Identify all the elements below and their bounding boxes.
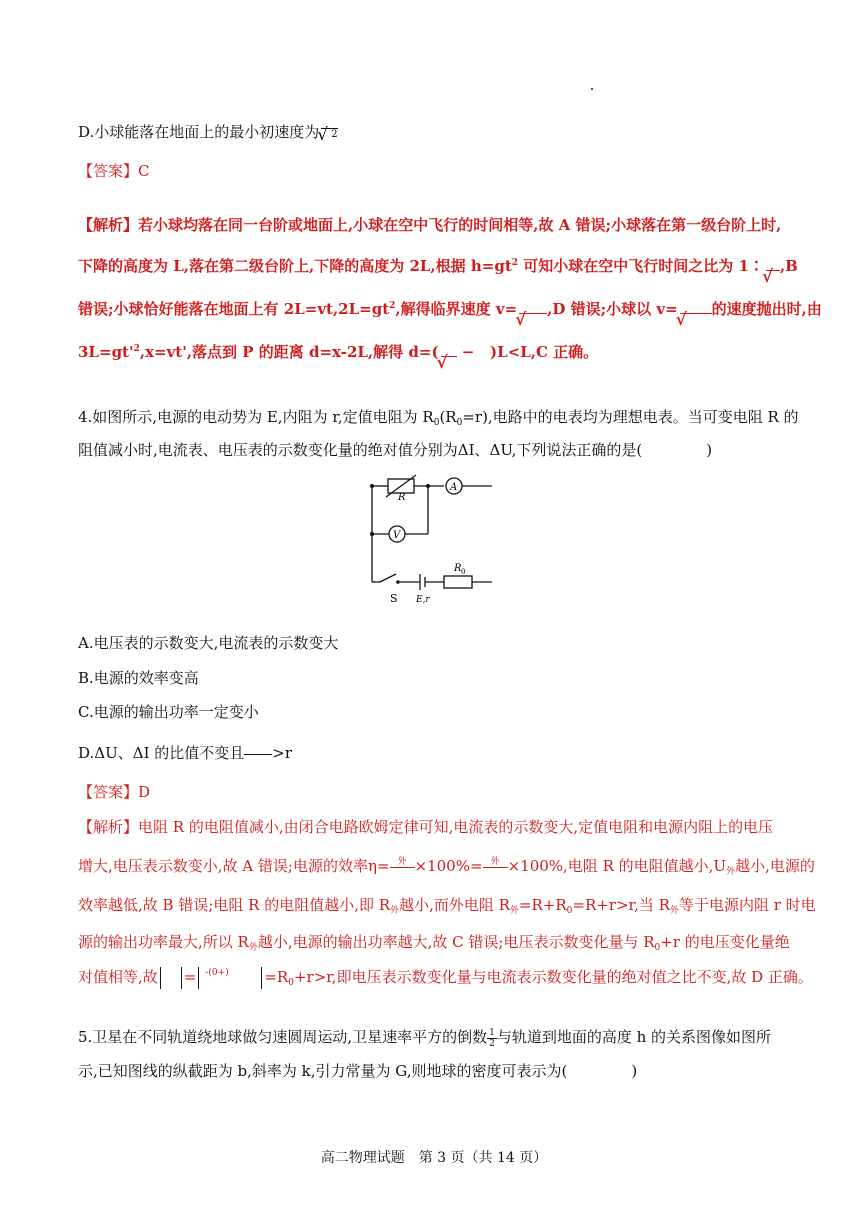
q5-stem-line-2 bbox=[78, 1060, 637, 1081]
subscript-0: 0 bbox=[654, 943, 661, 953]
fraction-num: ) bbox=[225, 968, 229, 978]
q3-option-d bbox=[78, 121, 338, 142]
efficiency-fraction bbox=[390, 857, 415, 878]
q4-option-c bbox=[78, 701, 259, 722]
label-r0-sub: 0 bbox=[461, 568, 466, 576]
stem-text: ) bbox=[706, 441, 713, 459]
fraction-sub: 外 bbox=[490, 856, 500, 867]
answer-value: C bbox=[138, 162, 150, 180]
subscript-0: 0 bbox=[433, 418, 440, 428]
option-text: D.ΔU、ΔI 的比值不变且 bbox=[78, 744, 245, 762]
q3-analysis-line-2 bbox=[78, 255, 798, 276]
fraction-num: 0+ bbox=[211, 968, 226, 978]
sqrt-symbol bbox=[766, 270, 780, 271]
analysis-text: ,解得临界速度 v= bbox=[395, 300, 518, 318]
analysis-text: 对值相等,故 bbox=[78, 968, 158, 986]
subscript-wai: 外 bbox=[390, 906, 400, 916]
fraction-num: 1 bbox=[489, 1027, 495, 1038]
page-footer: 高二物理试题 第 3 页（共 14 页） bbox=[320, 1150, 548, 1166]
analysis-text: =R bbox=[264, 968, 289, 986]
sqrt-content: 2 bbox=[331, 129, 338, 140]
subscript-wai: 外 bbox=[509, 906, 519, 916]
analysis-text: gt bbox=[371, 300, 390, 318]
fixed-resistor-r0 bbox=[444, 576, 472, 588]
stem-text: 5.卫星在不同轨道绕地球做匀速圆周运动,卫星速率平方的倒数 bbox=[78, 1028, 488, 1046]
analysis-text: ×100%= bbox=[414, 857, 483, 875]
stem-text: 4.如图所示,电源的电动势为 E,内阻为 r,定值电阻为 R bbox=[78, 408, 434, 426]
analysis-text: 越小,电源的 bbox=[735, 857, 815, 875]
analysis-text: ,D 错误;小球以 v= bbox=[547, 300, 678, 318]
sqrt-symbol bbox=[519, 313, 547, 314]
q4-option-a bbox=[78, 632, 338, 653]
analysis-text: 效率越低,故 B 错误;电阻 R 的电阻值越小,即 R bbox=[78, 896, 391, 914]
q3-analysis-line-1 bbox=[78, 214, 781, 235]
analysis-text: 增大,电压表示数变小,故 A 错误;电源的效率η= bbox=[78, 857, 390, 875]
switch bbox=[380, 574, 396, 582]
q3-option-d-text: D.小球能落在地面上的最小初速度为 bbox=[78, 123, 320, 141]
ratio-sign: ∶ bbox=[748, 257, 764, 275]
scan-dot bbox=[591, 88, 593, 90]
q4-analysis-line-2 bbox=[78, 855, 815, 878]
q4-analysis-line-3 bbox=[78, 894, 816, 916]
q3-analysis-line-3 bbox=[78, 298, 822, 319]
analysis-text: ,B bbox=[779, 257, 798, 275]
q4-answer bbox=[78, 781, 150, 802]
fraction-num: -( bbox=[205, 968, 212, 978]
answer-tag: 【答案】 bbox=[78, 162, 139, 180]
analysis-text: 电阻 R 的电阻值减小,由闭合电路欧姆定律可知,电流表的示数变大,定值电阻和电源内阻上的电压 bbox=[138, 818, 774, 836]
q4-analysis-line-4 bbox=[78, 931, 790, 953]
stem-text: 示,已知图线的纵截距为 b,斜率为 k,引力常量为 G,则地球的密度可表示为( bbox=[78, 1062, 568, 1080]
fraction-sub: 外 bbox=[397, 856, 407, 867]
analysis-text: ×100%,电阻 R 的电阻值越小,U bbox=[507, 857, 727, 875]
q3-analysis-line-4: $3L=gt'^2,x=vt'$,落点到 P 的距离 d=x-2L,解得 d=(√ − )L<L,C 正确。 bbox=[78, 341, 598, 362]
q4-option-d bbox=[78, 742, 292, 763]
analysis-text: = bbox=[183, 968, 197, 986]
analysis-text: +r 的电压变化量绝 bbox=[660, 933, 790, 951]
label-r: R bbox=[398, 492, 406, 503]
analysis-text: gt' bbox=[111, 343, 134, 361]
analysis-text: =R+R bbox=[518, 896, 567, 914]
analysis-tag: 【解析】 bbox=[78, 818, 139, 836]
sqrt-symbol bbox=[441, 356, 457, 357]
analysis-text: 的速度抛出时,由 bbox=[711, 300, 822, 318]
label-s: S bbox=[390, 592, 398, 605]
q5-stem-line-1 bbox=[78, 1026, 771, 1049]
superscript-2: 2 bbox=[133, 344, 140, 354]
efficiency-fraction bbox=[483, 857, 508, 878]
fraction-bar bbox=[244, 754, 272, 755]
analysis-text: 错误;小球恰好能落在地面上有 2L=vt,2L= bbox=[78, 300, 372, 318]
analysis-text: )L<L,C 正确。 bbox=[490, 343, 599, 361]
option-text: C.电源的输出功率一定变小 bbox=[78, 703, 259, 721]
analysis-text: +r>r,即电压表示数变化量与电流表示数变化量的绝对值之比不变,故 D 正确。 bbox=[293, 968, 813, 986]
label-a: A bbox=[450, 482, 458, 493]
fraction-den: 2 bbox=[489, 1038, 495, 1049]
q3-answer bbox=[78, 160, 150, 181]
subscript-wai: 外 bbox=[669, 906, 679, 916]
analysis-text: =R+r>r,当 R bbox=[572, 896, 670, 914]
subscript-wai: 外 bbox=[726, 867, 736, 877]
q4-analysis-line-5 bbox=[78, 966, 813, 989]
analysis-text: gt bbox=[494, 257, 512, 275]
analysis-text: 若小球均落在同一台阶或地面上,小球在空中飞行的时间相等,故 A 错误;小球落在第一级台阶上时, bbox=[138, 216, 782, 234]
q4-stem-line-1 bbox=[78, 406, 799, 428]
analysis-tag: 【解析】 bbox=[78, 216, 139, 234]
stem-text: ) bbox=[631, 1062, 638, 1080]
label-er: E,r bbox=[416, 595, 430, 605]
subscript-0: 0 bbox=[456, 418, 463, 428]
analysis-text: 下降的高度为 L,落在第二级台阶上,下降的高度为 2L,根据 h= bbox=[78, 257, 495, 275]
q4-analysis-line-1 bbox=[78, 816, 773, 837]
circuit-diagram bbox=[364, 470, 504, 610]
option-text: >r bbox=[272, 744, 293, 762]
analysis-text: ,x=vt',落点到 P 的距离 d=x-2L,解得 d= bbox=[139, 343, 432, 361]
analysis-text: 越小,电源的输出功率越大,故 C 错误;电压表示数变化量与 R bbox=[257, 933, 655, 951]
stem-text: =r),电路中的电表均为理想电表。当可变电阻 R 的 bbox=[462, 408, 799, 426]
option-text: A.电压表的示数变大,电流表的示数变大 bbox=[78, 634, 339, 652]
reciprocal-fraction bbox=[487, 1028, 497, 1049]
analysis-text: 等于电源内阻 r 时电 bbox=[678, 896, 816, 914]
abs-bars bbox=[160, 967, 182, 989]
abs-bars bbox=[198, 967, 262, 989]
minus-sign: − bbox=[461, 343, 475, 361]
analysis-text: 可知小球在空中飞行时间之比为 1 bbox=[518, 257, 749, 275]
sqrt-symbol bbox=[680, 313, 712, 314]
subscript-wai: 外 bbox=[248, 943, 258, 953]
answer-value: D bbox=[138, 783, 151, 801]
answer-tag: 【答案】 bbox=[78, 783, 139, 801]
analysis-text: 越小,而外电阻 R bbox=[399, 896, 510, 914]
sqrt-symbol bbox=[321, 128, 337, 140]
superscript-2: 2 bbox=[511, 258, 519, 268]
q4-stem-line-2 bbox=[78, 439, 712, 460]
superscript-2: 2 bbox=[389, 301, 396, 311]
analysis-text: 源的输出功率最大,所以 R bbox=[78, 933, 249, 951]
option-text: B.电源的效率变高 bbox=[78, 669, 199, 687]
stem-text: 阻值减小时,电流表、电压表的示数变化量的绝对值分别为ΔI、ΔU,下列说法正确的是( bbox=[78, 441, 643, 459]
analysis-text: 3L= bbox=[78, 343, 112, 361]
label-r0: R bbox=[454, 563, 462, 574]
stem-text: 与轨道到地面的高度 h 的关系图像如图所 bbox=[496, 1028, 772, 1046]
label-v: V bbox=[393, 530, 401, 541]
stem-text: (R bbox=[439, 408, 457, 426]
subscript-0: 0 bbox=[566, 906, 573, 916]
subscript-0: 0 bbox=[288, 978, 294, 988]
q4-option-b bbox=[78, 667, 199, 688]
